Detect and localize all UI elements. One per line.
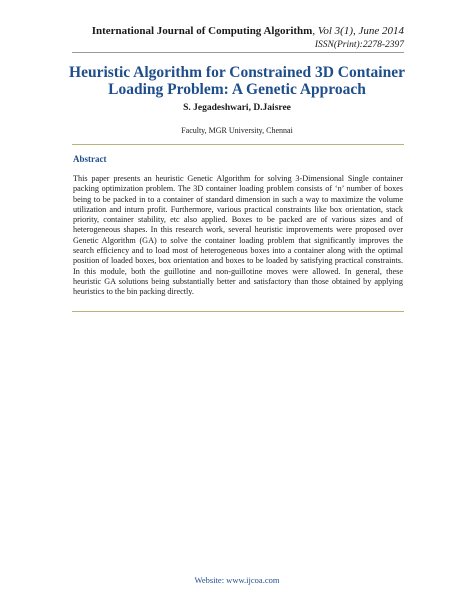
paper-title <box>60 64 414 98</box>
paper-title-line-2: Loading Problem: A Genetic Approach <box>108 81 366 98</box>
affiliation: Faculty, MGR University, Chennai <box>181 126 293 135</box>
header-divider <box>72 52 404 53</box>
journal-name: International Journal of Computing Algorithm <box>91 25 313 37</box>
abstract-top-divider <box>72 144 404 145</box>
abstract-body: This paper presents an heuristic Genetic Algorithm for solving 3-Dimensional Single container packing optimization problem. The 3D container loading problem consists of ‘n’ number of boxes being to be packed in to a container of standard dimension in such a way to maximize the volume utilization and inturn profit. Furthermore, various practical constraints like box orientation, stack priority, container stability, etc also applied. Boxes to be packed are of various sizes and of heterogeneous shapes. In this research work, several heuristic improvements were proposed over Genetic Algorithm (GA) to solve the container loading problem that significantly improves the search efficiency and to load most of heterogeneous boxes into a container along with the optimal position of loaded boxes, box orientation and boxes to be loaded by satisfying practical constraints. In this module, both the guillotine and non-guillotine moves were allowed. In general, these heuristic GA solutions being substantially better and satisfactory than those obtained by applying heuristics to the bin packing directly. <box>73 174 403 297</box>
abstract-heading: Abstract <box>73 154 107 164</box>
authors: S. Jegadeshwari, D.Jaisree <box>183 103 291 113</box>
journal-header <box>92 25 404 37</box>
journal-volume: , Vol 3(1), June 2014 <box>312 25 404 37</box>
paper-title-line-1: Heuristic Algorithm for Constrained 3D Container <box>69 64 405 81</box>
issn-line: ISSN(Print):2278-2397 <box>314 40 404 50</box>
abstract-bottom-divider <box>72 311 404 312</box>
website-footer: Website: www.ijcoa.com <box>194 575 280 585</box>
